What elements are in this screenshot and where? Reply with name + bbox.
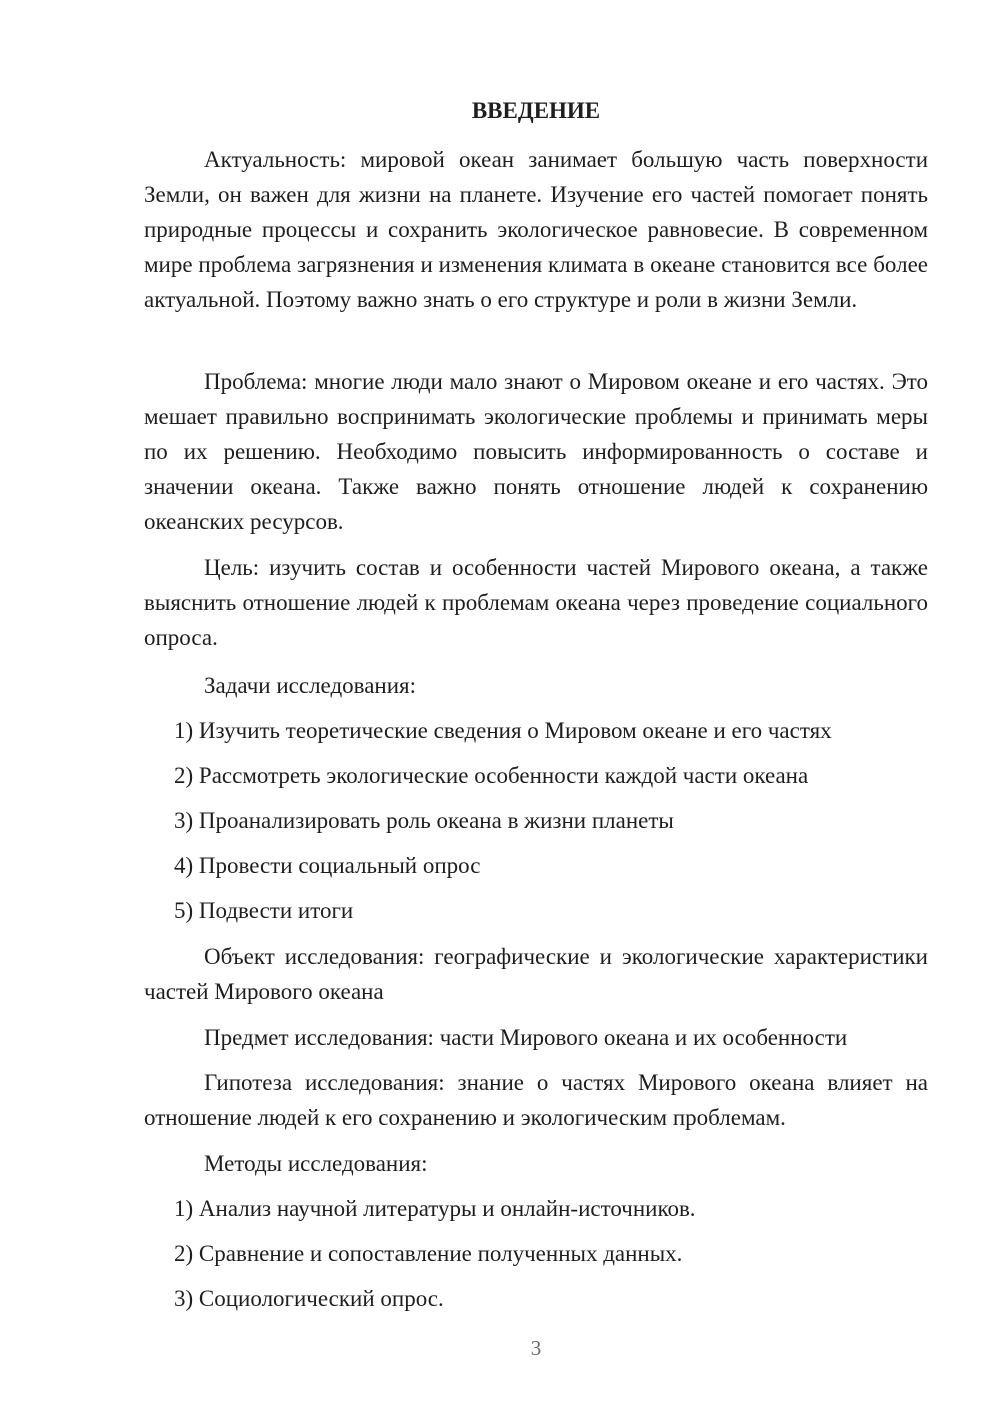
task-item-4: 4) Провести социальный опрос — [174, 853, 481, 878]
page-number: 3 — [530, 1336, 542, 1360]
problem-paragraph: Проблема: многие люди мало знают о Мировом океане и его частях. Это мешает правильно воспринимать экологические проблемы и принимать меры по их решению. Необходимо повысить информированность о составе и значении океана. Также важно понять отношение людей к сохранению океанских ресурсов. — [144, 369, 928, 534]
relevance-paragraph: Актуальность: мировой океан занимает большую часть поверхности Земли, он важен для жизни на планете. Изучение его частей помогает понять природные процессы и сохранить экологическое равновесие. В современном мире проблема загрязнения и изменения климата в океане становится все более актуальной. Поэтому важно знать о его структуре и роли в жизни Земли. — [144, 147, 928, 312]
methods-heading: Методы исследования: — [204, 1151, 428, 1176]
task-item-3: 3) Проанализировать роль океана в жизни планеты — [174, 808, 674, 833]
method-item-1: 1) Анализ научной литературы и онлайн-источников. — [174, 1196, 696, 1221]
object-paragraph: Объект исследования: географические и экологические характеристики частей Мирового океана — [144, 944, 928, 1004]
goal-paragraph: Цель: изучить состав и особенности частей Мирового океана, а также выяснить отношение людей к проблемам океана через проведение социального опроса. — [144, 555, 928, 650]
hypothesis-paragraph: Гипотеза исследования: знание о частях Мирового океана влияет на отношение людей к его сохранению и экологическим проблемам. — [144, 1070, 928, 1130]
subject-paragraph: Предмет исследования: части Мирового океана и их особенности — [204, 1025, 848, 1050]
method-item-2: 2) Сравнение и сопоставление полученных данных. — [174, 1241, 683, 1266]
task-item-5: 5) Подвести итоги — [174, 898, 354, 923]
task-item-1: 1) Изучить теоретические сведения о Мировом океане и его частях — [174, 718, 832, 743]
task-item-2: 2) Рассмотреть экологические особенности каждой части океана — [174, 763, 809, 788]
page-title: ВВЕДЕНИЕ — [471, 98, 601, 123]
tasks-heading: Задачи исследования: — [204, 673, 417, 698]
method-item-3: 3) Социологический опрос. — [174, 1286, 444, 1311]
